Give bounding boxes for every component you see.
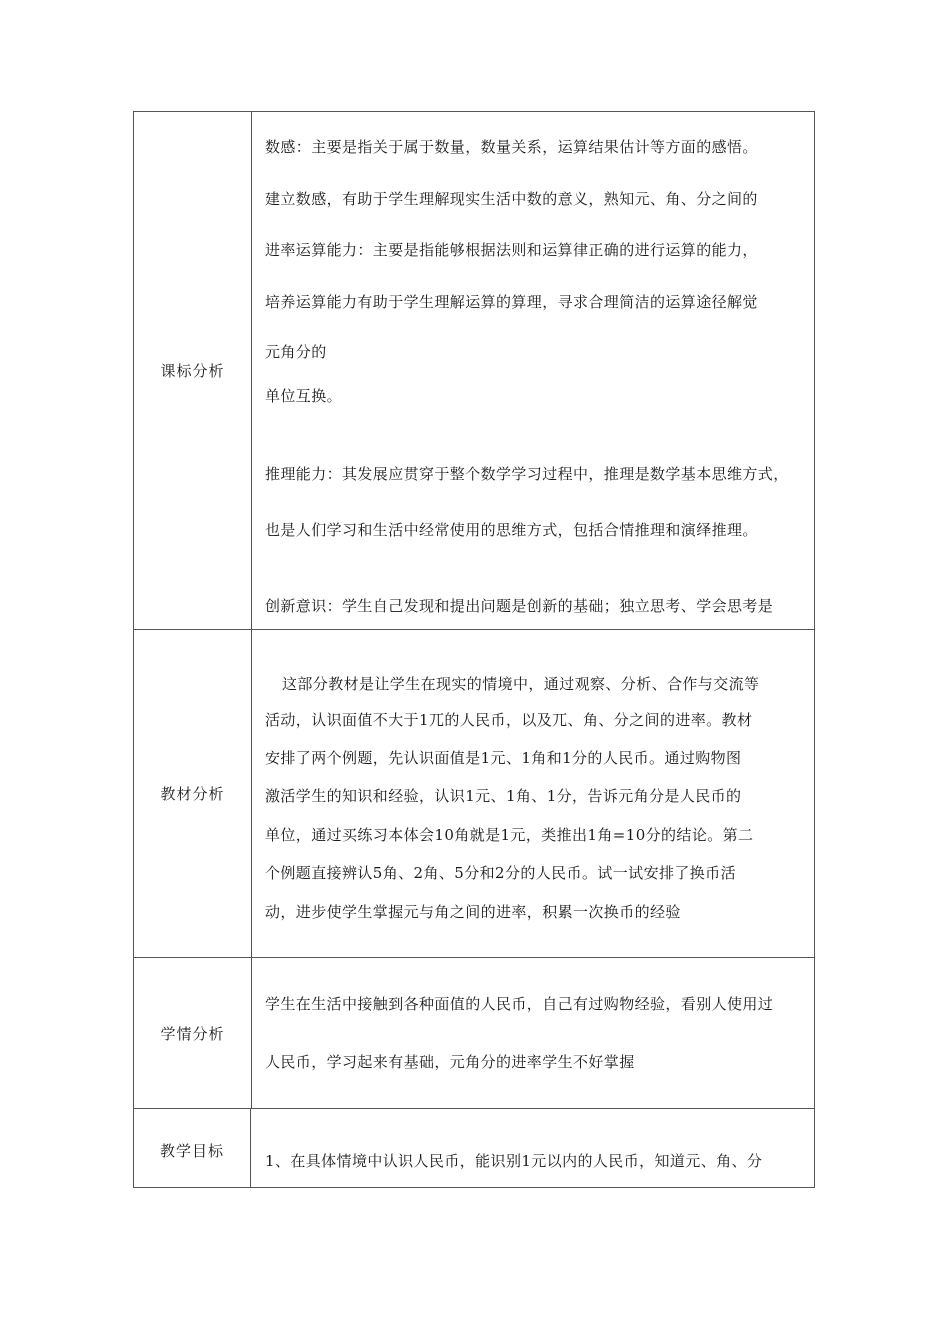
- text-line: 这部分教材是让学生在现实的情境中，通过观察、分析、合作与交流等: [282, 675, 760, 693]
- text-line: 推理能力：其发展应贯穿于整个数学学习过程中，推理是数学基本思维方式，: [265, 465, 789, 483]
- text-line: 激活学生的知识和经验，认识1元、1角、1分，告诉元角分是人民币的: [265, 787, 742, 805]
- text-line: 1、在具体情境中认识人民币，能识别1元以内的人民币，知道元、角、分: [265, 1152, 763, 1170]
- text-line: 建立数感，有助于学生理解现实生活中数的意义，熟知元、角、分之间的: [265, 190, 758, 208]
- row-content: [252, 1109, 814, 1187]
- table-row-curriculum: [133, 111, 815, 630]
- text-line: 创新意识：学生自己发现和提出问题是创新的基础；独立思考、学会思考是: [265, 597, 774, 615]
- row-content: [252, 958, 814, 1108]
- text-line: 进率运算能力：主要是指能够根据法则和运算律正确的进行运算的能力，: [265, 241, 758, 259]
- row-content: [252, 630, 814, 957]
- table-row-textbook: [133, 630, 815, 958]
- text-line: 单位互换。: [265, 387, 343, 405]
- text-line: 数感：主要是指关于属于数量，数量关系，运算结果估计等方面的感悟。: [265, 138, 758, 156]
- text-line: 也是人们学习和生活中经常使用的思维方式，包括合情推理和演绎推理。: [265, 521, 758, 539]
- text-line: 人民币，学习起来有基础，元角分的进率学生不好掌握: [265, 1053, 635, 1071]
- row-label: 课标分析: [134, 112, 252, 629]
- text-line: 动，进步使学生掌握元与角之间的进率，积累一次换币的经验: [265, 903, 681, 921]
- row-content: [252, 112, 814, 629]
- text-line: 培养运算能力有助于学生理解运算的算理，寻求合理简洁的运算途径解觉: [265, 293, 758, 311]
- table-row-objectives: [133, 1109, 815, 1188]
- text-line: 个例题直接辨认5角、2角、5分和2分的人民币。试一试安排了换币活: [265, 864, 736, 882]
- text-line: 单位，通过买练习本体会10角就是1元，类推出1角=10分的结论。第二: [265, 826, 754, 844]
- row-label: 教学目标: [134, 1109, 251, 1187]
- row-label: 教材分析: [134, 630, 252, 957]
- text-line: 学生在生活中接触到各种面值的人民币，自己有过购物经验，看别人使用过: [265, 995, 774, 1013]
- table-row-learners: [133, 958, 815, 1109]
- text-line: 元角分的: [265, 343, 327, 361]
- row-label: 学情分析: [134, 958, 252, 1108]
- text-line: 安排了两个例题，先认识面值是1元、1角和1分的人民币。通过购物图: [265, 749, 742, 767]
- text-line: 活动，认识面值不大于1兀的人民币，以及兀、角、分之间的进率。教材: [265, 711, 753, 729]
